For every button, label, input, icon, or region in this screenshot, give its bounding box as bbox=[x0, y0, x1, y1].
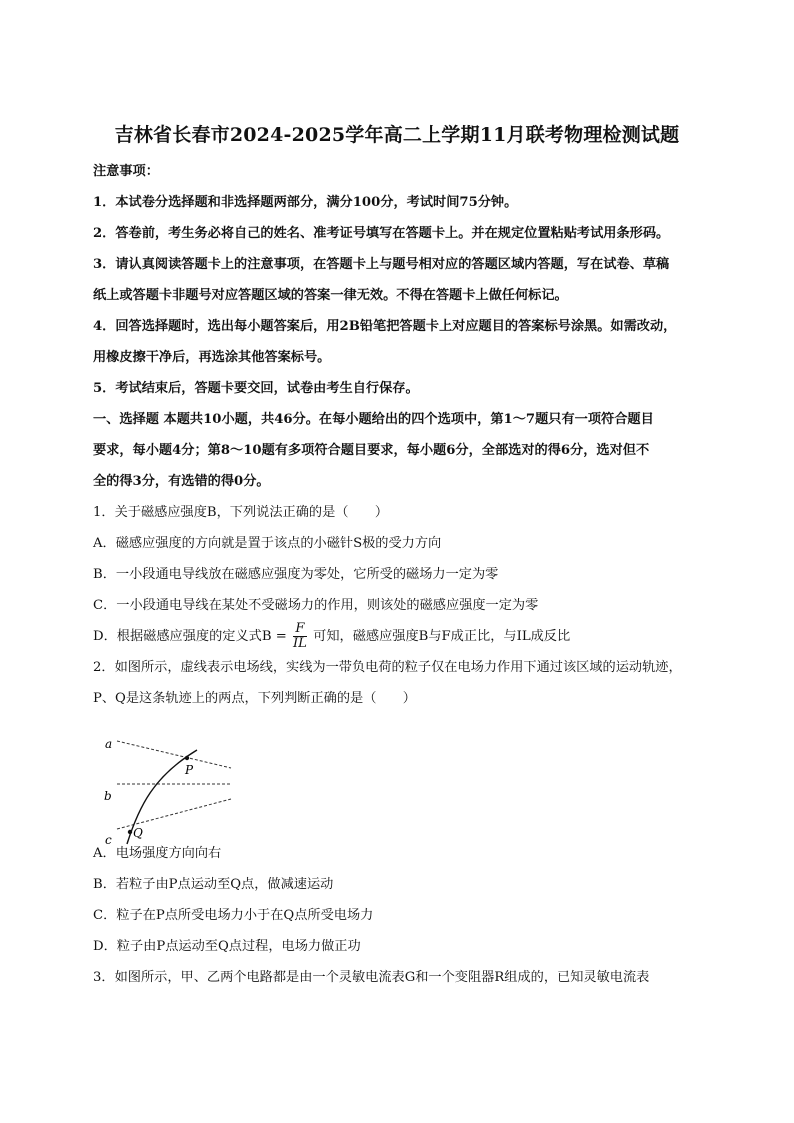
question-2-option-c: C．粒子在P点所受电场力小于在Q点所受电场力 bbox=[93, 908, 374, 923]
question-1-option-c: C．一小段通电导线在某处不受磁场力的作用，则该处的磁感应强度一定为零 bbox=[93, 598, 539, 613]
notice-item: 纸上或答题卡非题号对应答题区域的答案一律无效。不得在答题卡上做任何标记。 bbox=[93, 288, 568, 303]
question-2-option-b: B．若粒子由P点运动至Q点，做减速运动 bbox=[93, 877, 334, 892]
point-q bbox=[128, 830, 132, 834]
notice-item: 4．回答选择题时，选出每小题答案后，用2B铅笔把答题卡上对应题目的答案标号涂黑。如需改动， bbox=[93, 319, 677, 334]
fraction-numerator: F bbox=[293, 622, 307, 637]
point-p bbox=[185, 756, 189, 760]
page-title: 吉林省长春市2024-2025学年高二上学期11月联考物理检测试题 bbox=[114, 124, 680, 146]
question-3-stem: 3．如图所示，甲、乙两个电路都是由一个灵敏电流表G和一个变阻器R组成的，已知灵敏电流表 bbox=[93, 970, 650, 985]
notice-heading: 注意事项： bbox=[93, 164, 159, 179]
notice-item: 用橡皮擦干净后，再选涂其他答案标号。 bbox=[93, 350, 331, 365]
question-2-option-d: D．粒子由P点运动至Q点过程，电场力做正功 bbox=[93, 939, 361, 954]
electric-field-figure bbox=[99, 736, 239, 851]
notice-item: 3．请认真阅读答题卡上的注意事项，在答题卡上与题号相对应的答题区域内答题，写在试卷、草稿 bbox=[93, 257, 670, 272]
question-1-stem: 1．关于磁感应强度B，下列说法正确的是（ ） bbox=[93, 505, 389, 520]
label-b: b bbox=[104, 789, 112, 803]
option-d-suffix: 可知，磁感应强度B与F成正比，与IL成反比 bbox=[313, 629, 571, 644]
question-2-option-a: A．电场强度方向向右 bbox=[93, 846, 222, 861]
label-p: P bbox=[185, 763, 194, 777]
question-1-option-b: B．一小段通电导线放在磁感应强度为零处，它所受的磁场力一定为零 bbox=[93, 567, 499, 582]
option-d-prefix: D．根据磁感应强度的定义式B = bbox=[93, 629, 287, 644]
question-1-option-d bbox=[93, 621, 703, 652]
section-instructions: 要求，每小题4分；第8～10题有多项符合题目要求，每小题6分，全部选对的得6分，选对但不 bbox=[93, 443, 650, 458]
notice-item: 2．答卷前，考生务必将自己的姓名、准考证号填写在答题卡上。并在规定位置粘贴考试用条形码。 bbox=[93, 226, 670, 241]
label-a: a bbox=[105, 737, 113, 751]
section-instructions: 一、选择题 本题共10小题，共46分。在每小题给出的四个选项中，第1～7题只有一项符合题目 bbox=[93, 412, 654, 427]
label-q: Q bbox=[133, 826, 143, 840]
exam-body bbox=[93, 156, 703, 993]
section-instructions: 全的得3分，有选错的得0分。 bbox=[93, 474, 270, 489]
question-1-option-a: A．磁感应强度的方向就是置于该点的小磁针S极的受力方向 bbox=[93, 536, 442, 551]
notice-item: 1．本试卷分选择题和非选择题两部分，满分100分，考试时间75分钟。 bbox=[93, 195, 518, 210]
label-c: c bbox=[105, 833, 112, 847]
fraction-denominator: IL bbox=[292, 636, 307, 651]
notice-item: 5．考试结束后，答题卡要交回，试卷由考生自行保存。 bbox=[93, 381, 419, 396]
formula-fraction bbox=[293, 622, 307, 651]
question-2-stem: P、Q是这条轨迹上的两点，下列判断正确的是（ ） bbox=[93, 691, 416, 706]
question-2-stem: 2．如图所示，虚线表示电场线，实线为一带负电荷的粒子仅在电场力作用下通过该区域的运动轨迹， bbox=[93, 660, 682, 675]
field-line-a bbox=[117, 741, 231, 768]
